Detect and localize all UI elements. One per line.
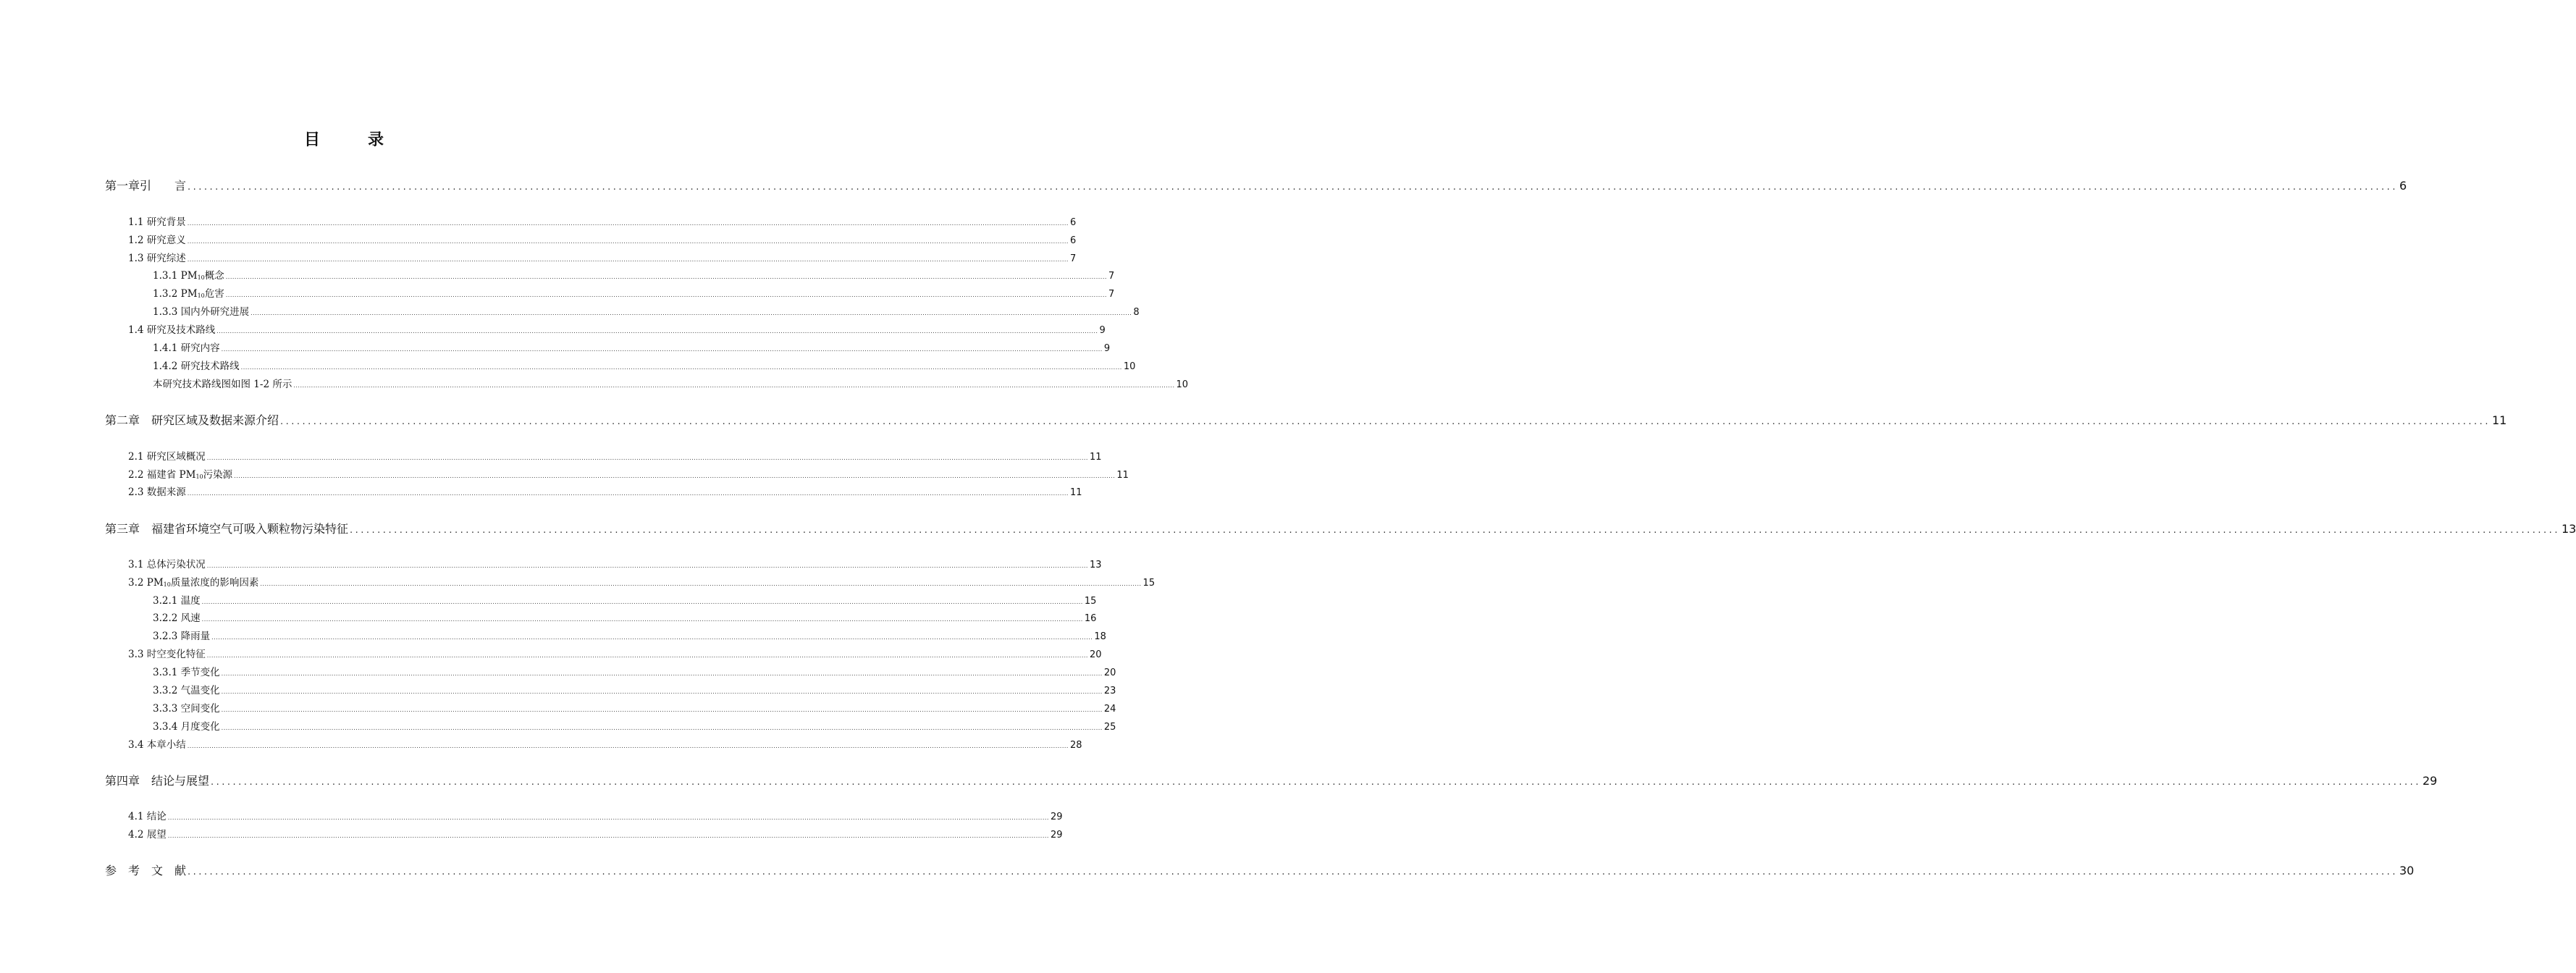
toc-section-entry[interactable] bbox=[153, 628, 1106, 642]
toc-chapter-entry[interactable] bbox=[105, 411, 2507, 429]
dot-leader: ................................................................................................................................................................................................................................................................................................................................................................................................................ bbox=[211, 777, 2421, 788]
dot-leader: ................................................................................................................................................................................................................................................................................................................................................................................................................ bbox=[221, 688, 1103, 695]
toc-section-entry[interactable] bbox=[153, 682, 1116, 696]
toc-entry-label: 3.2 $PM_{10}$质量浓度的影响因素 bbox=[128, 577, 259, 589]
toc-page-number: 9 bbox=[1103, 343, 1111, 354]
toc-entry-label: 1.4.1 研究内容 bbox=[153, 342, 220, 354]
toc-page-number: 6 bbox=[2399, 179, 2407, 193]
toc-entry-label: 4.2 展望 bbox=[128, 829, 167, 841]
dot-leader: ................................................................................................................................................................................................................................................................................................................................................................................................................ bbox=[234, 473, 1116, 479]
toc-entry-label: 3.1 总体污染状况 bbox=[128, 559, 206, 570]
toc-page-number: 30 bbox=[2399, 864, 2415, 877]
dot-leader: ................................................................................................................................................................................................................................................................................................................................................................................................................ bbox=[216, 328, 1098, 334]
toc-entry-label: 3.3.3 空间变化 bbox=[153, 703, 220, 715]
page-title: 目 录 bbox=[303, 131, 400, 149]
toc-page-number: 7 bbox=[1108, 271, 1115, 282]
toc-page-number: 13 bbox=[2561, 522, 2576, 536]
toc-entry-label: 第一章引 言 bbox=[105, 179, 187, 193]
toc-entry-label: 3.4 本章小结 bbox=[128, 739, 186, 751]
dot-leader: ................................................................................................................................................................................................................................................................................................................................................................................................................ bbox=[187, 743, 1069, 749]
dot-leader: ................................................................................................................................................................................................................................................................................................................................................................................................................ bbox=[221, 346, 1103, 353]
dot-leader: ................................................................................................................................................................................................................................................................................................................................................................................................................ bbox=[225, 274, 1107, 280]
dot-leader: ................................................................................................................................................................................................................................................................................................................................................................................................................ bbox=[225, 292, 1107, 298]
toc-section-entry[interactable] bbox=[128, 484, 1082, 498]
toc-section-entry[interactable] bbox=[153, 285, 1115, 300]
toc-section-entry[interactable] bbox=[153, 592, 1097, 607]
toc-section-entry[interactable] bbox=[128, 646, 1102, 660]
toc-section-entry[interactable] bbox=[153, 664, 1116, 678]
toc-page-number: 23 bbox=[1103, 686, 1116, 696]
toc-entry-label: 参 考 文 献 bbox=[105, 864, 187, 877]
dot-leader: ................................................................................................................................................................................................................................................................................................................................................................................................................ bbox=[187, 256, 1069, 263]
toc-chapter-entry[interactable] bbox=[105, 772, 2438, 789]
toc-page-number: 6 bbox=[1069, 217, 1077, 228]
toc-section-entry[interactable] bbox=[153, 358, 1136, 372]
dot-leader: ................................................................................................................................................................................................................................................................................................................................................................................................................ bbox=[187, 220, 1069, 227]
dot-leader: ................................................................................................................................................................................................................................................................................................................................................................................................................ bbox=[187, 238, 1069, 245]
dot-leader: ................................................................................................................................................................................................................................................................................................................................................................................................................ bbox=[188, 182, 2398, 193]
toc-entry-label: 3.2.3 降雨量 bbox=[153, 631, 211, 642]
toc-page-number: 25 bbox=[1103, 722, 1116, 733]
dot-leader: ................................................................................................................................................................................................................................................................................................................................................................................................................ bbox=[167, 814, 1049, 821]
toc-section-entry[interactable] bbox=[128, 826, 1063, 841]
dot-leader: ................................................................................................................................................................................................................................................................................................................................................................................................................ bbox=[206, 455, 1088, 461]
toc-section-entry[interactable] bbox=[153, 700, 1116, 715]
toc-entry-label: 1.1 研究背景 bbox=[128, 216, 186, 228]
toc-page-number: 7 bbox=[1069, 253, 1077, 264]
dot-leader: ................................................................................................................................................................................................................................................................................................................................................................................................................ bbox=[188, 867, 2398, 877]
toc-entry-label: 2.2 福建省 $PM_{10}$污染源 bbox=[128, 469, 233, 481]
toc-entry-label: 第四章 结论与展望 bbox=[105, 774, 210, 788]
toc-page-number: 18 bbox=[1094, 631, 1106, 642]
toc-page-number: 13 bbox=[1089, 560, 1102, 570]
toc-page-number: 10 bbox=[1123, 361, 1136, 372]
toc-chapter-entry[interactable] bbox=[105, 520, 2576, 537]
toc-entry-label: 2.1 研究区域概况 bbox=[128, 451, 206, 463]
toc-page-number: 11 bbox=[1069, 487, 1082, 498]
toc-page-number: 20 bbox=[1103, 667, 1116, 678]
toc-page-number: 7 bbox=[1108, 289, 1115, 300]
toc-section-entry[interactable] bbox=[128, 556, 1102, 570]
dot-leader: ................................................................................................................................................................................................................................................................................................................................................................................................................ bbox=[206, 652, 1088, 659]
toc-entry-label: 第二章 研究区域及数据来源介绍 bbox=[105, 413, 279, 427]
toc-page-number: 15 bbox=[1084, 596, 1097, 607]
toc-section-entry[interactable] bbox=[153, 376, 1189, 390]
toc-entry-label: 1.3 研究综述 bbox=[128, 253, 186, 264]
toc-entry-label: 3.2.1 温度 bbox=[153, 595, 201, 607]
dot-leader: ................................................................................................................................................................................................................................................................................................................................................................................................................ bbox=[221, 707, 1103, 713]
toc-section-entry[interactable] bbox=[153, 267, 1115, 282]
dot-leader: ................................................................................................................................................................................................................................................................................................................................................................................................................ bbox=[350, 525, 2560, 536]
toc-entry-label: 3.3.4 月度变化 bbox=[153, 721, 220, 733]
toc-entry-label: 第三章 福建省环境空气可吸入颗粒物污染特征 bbox=[105, 522, 349, 536]
toc-page-number: 8 bbox=[1133, 307, 1140, 318]
toc-section-entry[interactable] bbox=[128, 321, 1106, 336]
toc-section-entry[interactable] bbox=[128, 808, 1063, 822]
dot-leader: ................................................................................................................................................................................................................................................................................................................................................................................................................ bbox=[221, 670, 1103, 677]
toc-section-entry[interactable] bbox=[128, 232, 1077, 246]
toc-entry-label: 1.3.2 $PM_{10}$危害 bbox=[153, 288, 224, 300]
dot-leader: ................................................................................................................................................................................................................................................................................................................................................................................................................ bbox=[240, 364, 1122, 371]
toc-section-entry[interactable] bbox=[128, 214, 1077, 228]
toc-entry-label: 1.4 研究及技术路线 bbox=[128, 324, 216, 336]
toc-page-number: 10 bbox=[1176, 379, 1189, 390]
toc-section-entry[interactable] bbox=[128, 466, 1129, 481]
toc-section-entry[interactable] bbox=[153, 303, 1140, 318]
toc-page-number: 11 bbox=[1089, 452, 1102, 463]
toc-page-number: 29 bbox=[1050, 812, 1063, 822]
toc-page-number: 28 bbox=[1069, 740, 1082, 751]
toc-page-number: 16 bbox=[1084, 613, 1097, 624]
toc-section-entry[interactable] bbox=[153, 610, 1097, 624]
toc-page-number: 11 bbox=[2491, 413, 2507, 427]
toc-page-number: 20 bbox=[1089, 649, 1102, 660]
dot-leader: ................................................................................................................................................................................................................................................................................................................................................................................................................ bbox=[201, 599, 1083, 605]
dot-leader: ................................................................................................................................................................................................................................................................................................................................................................................................................ bbox=[211, 634, 1093, 641]
toc-entry-label: 4.1 结论 bbox=[128, 811, 167, 822]
dot-leader: ................................................................................................................................................................................................................................................................................................................................................................................................................ bbox=[221, 725, 1103, 731]
toc-page-number: 11 bbox=[1116, 470, 1129, 481]
toc-entry-label: 3.2.2 风速 bbox=[153, 612, 201, 624]
toc-entry-label: 3.3.1 季节变化 bbox=[153, 667, 220, 678]
toc-page-number: 15 bbox=[1142, 578, 1156, 589]
toc-entry-label: 1.3.3 国内外研究进展 bbox=[153, 306, 250, 318]
toc-section-entry[interactable] bbox=[153, 718, 1116, 733]
toc-chapter-entry[interactable] bbox=[105, 177, 2407, 194]
toc-section-entry[interactable] bbox=[128, 736, 1082, 751]
toc-page-number: 6 bbox=[1069, 235, 1077, 246]
dot-leader: ................................................................................................................................................................................................................................................................................................................................................................................................................ bbox=[201, 616, 1083, 623]
toc-entry-label: 1.3.1 $PM_{10}$概念 bbox=[153, 270, 224, 282]
dot-leader: ................................................................................................................................................................................................................................................................................................................................................................................................................ bbox=[260, 581, 1142, 587]
dot-leader: ................................................................................................................................................................................................................................................................................................................................................................................................................ bbox=[251, 310, 1132, 316]
toc-page-number: 29 bbox=[1050, 830, 1063, 841]
toc-section-entry[interactable] bbox=[128, 448, 1102, 463]
toc-section-entry[interactable] bbox=[153, 340, 1111, 354]
dot-leader: ................................................................................................................................................................................................................................................................................................................................................................................................................ bbox=[167, 833, 1049, 839]
toc-page-number: 9 bbox=[1099, 325, 1106, 336]
toc-entry-label: 1.2 研究意义 bbox=[128, 235, 186, 246]
dot-leader: ................................................................................................................................................................................................................................................................................................................................................................................................................ bbox=[187, 490, 1069, 497]
toc-entry-label: 2.3 数据来源 bbox=[128, 486, 186, 498]
toc-section-entry[interactable] bbox=[128, 250, 1077, 264]
toc-chapter-entry[interactable] bbox=[105, 862, 2415, 879]
toc-entry-label: 本研究技术路线图如图 1-2 所示 bbox=[153, 379, 292, 390]
toc-entry-label: 1.4.2 研究技术路线 bbox=[153, 361, 240, 372]
toc-page-number: 29 bbox=[2422, 774, 2438, 788]
toc-entry-label: 3.3.2 气温变化 bbox=[153, 685, 220, 696]
toc-entry-label: 3.3 时空变化特征 bbox=[128, 649, 206, 660]
toc-page-number: 24 bbox=[1103, 704, 1116, 715]
toc-section-entry[interactable] bbox=[128, 574, 1156, 589]
dot-leader: ................................................................................................................................................................................................................................................................................................................................................................................................................ bbox=[206, 563, 1088, 569]
dot-leader: ................................................................................................................................................................................................................................................................................................................................................................................................................ bbox=[293, 382, 1175, 389]
dot-leader: ................................................................................................................................................................................................................................................................................................................................................................................................................ bbox=[280, 416, 2491, 427]
